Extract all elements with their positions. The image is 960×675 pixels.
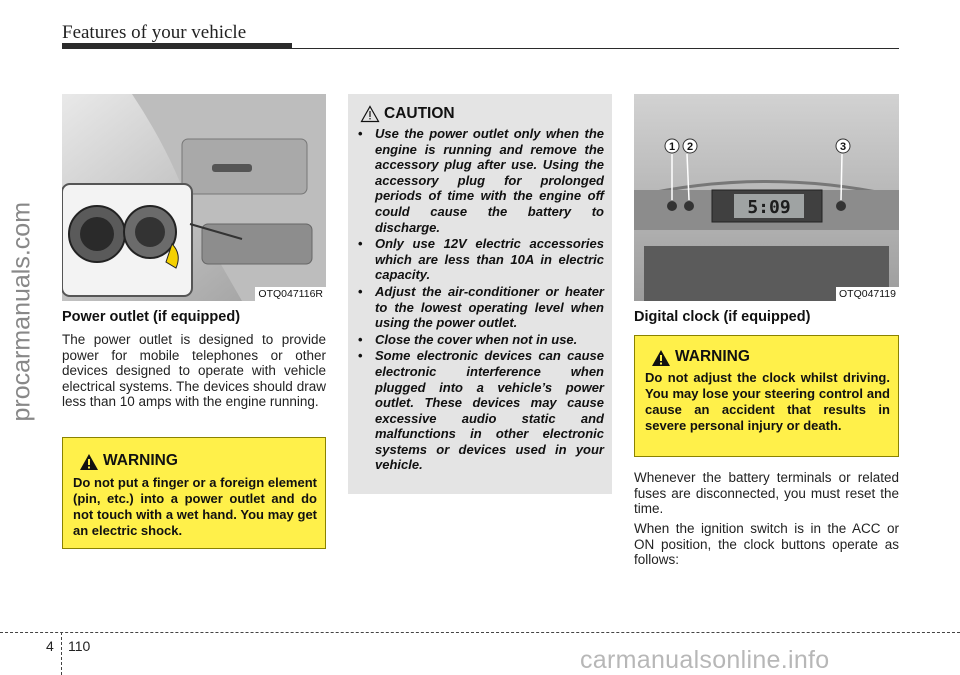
caution-item: • Only use 12V electric accessories which are less than 10A in electric capacity. xyxy=(348,236,604,283)
footer-chapter-number: 4 xyxy=(46,638,54,654)
footer-divider xyxy=(61,632,62,675)
side-watermark: procarmanuals.com xyxy=(7,201,36,422)
caution-list xyxy=(348,126,604,474)
clock-reset-paragraph: Whenever the battery terminals or related fuses are disconnected, you must reset the time. xyxy=(634,470,899,517)
warning-box-clock xyxy=(634,335,899,457)
power-outlet-illustration xyxy=(62,94,326,301)
caution-triangle-icon xyxy=(360,105,380,123)
digital-clock-photo xyxy=(634,94,899,301)
caution-item: • Close the cover when not in use. xyxy=(348,332,604,348)
warning-box-power-outlet xyxy=(62,437,326,549)
power-outlet-heading: Power outlet (if equipped) xyxy=(62,309,241,325)
caution-item: • Some electronic devices can cause electronic interference when plugged into a vehicle’s power outlet. These devices may cause excessive audio static and malfunctions in other electronic systems or devices used in your vehicle. xyxy=(348,348,604,473)
caution-box xyxy=(348,94,612,494)
warning-title: WARNING xyxy=(675,348,750,365)
footer-rule xyxy=(0,632,960,633)
photo-code-label: OTQ047116R xyxy=(255,287,326,301)
warning-text: Do not adjust the clock whilst driving. You may lose your steering control and cause an accident that results in severe personal injury or death. xyxy=(645,370,890,433)
power-outlet-photo xyxy=(62,94,326,301)
callout-2: 2 xyxy=(686,141,694,153)
warning-text: Do not put a finger or a foreign element (pin, etc.) into a power outlet and do not touch with a wet hand. You may get an electric shock. xyxy=(73,475,317,538)
warning-title: WARNING xyxy=(103,452,178,469)
photo-code-label: OTQ047119 xyxy=(836,287,899,301)
digital-clock-illustration xyxy=(634,94,899,301)
power-outlet-description: The power outlet is designed to provide power for mobile telephones or other devices designed to operate with vehicle electrical systems. The devices should draw less than 10 amps with the engine running. xyxy=(62,332,326,410)
caution-item: • Adjust the air-conditioner or heater to the lowest operating level when using the power outlet. xyxy=(348,284,604,331)
warning-triangle-icon xyxy=(651,349,671,367)
caution-item: • Use the power outlet only when the engine is running and remove the accessory plug after use. Using the accessory plug for prolonged periods of time with the engine off could cause the battery to discharge. xyxy=(348,126,604,235)
callout-1: 1 xyxy=(668,141,676,153)
footer-page-number: 110 xyxy=(68,638,91,654)
clock-buttons-paragraph: When the ignition switch is in the ACC or ON position, the clock buttons operate as follows: xyxy=(634,521,899,568)
footer-watermark: carmanualsonline.info xyxy=(580,646,830,674)
warning-triangle-icon xyxy=(79,453,99,471)
callout-3: 3 xyxy=(839,141,847,153)
digital-clock-heading: Digital clock (if equipped) xyxy=(634,309,811,325)
clock-display-text: 5:09 xyxy=(747,197,791,218)
header-rule xyxy=(62,48,899,49)
page-header-title: Features of your vehicle xyxy=(62,22,247,43)
caution-title: CAUTION xyxy=(384,105,455,122)
